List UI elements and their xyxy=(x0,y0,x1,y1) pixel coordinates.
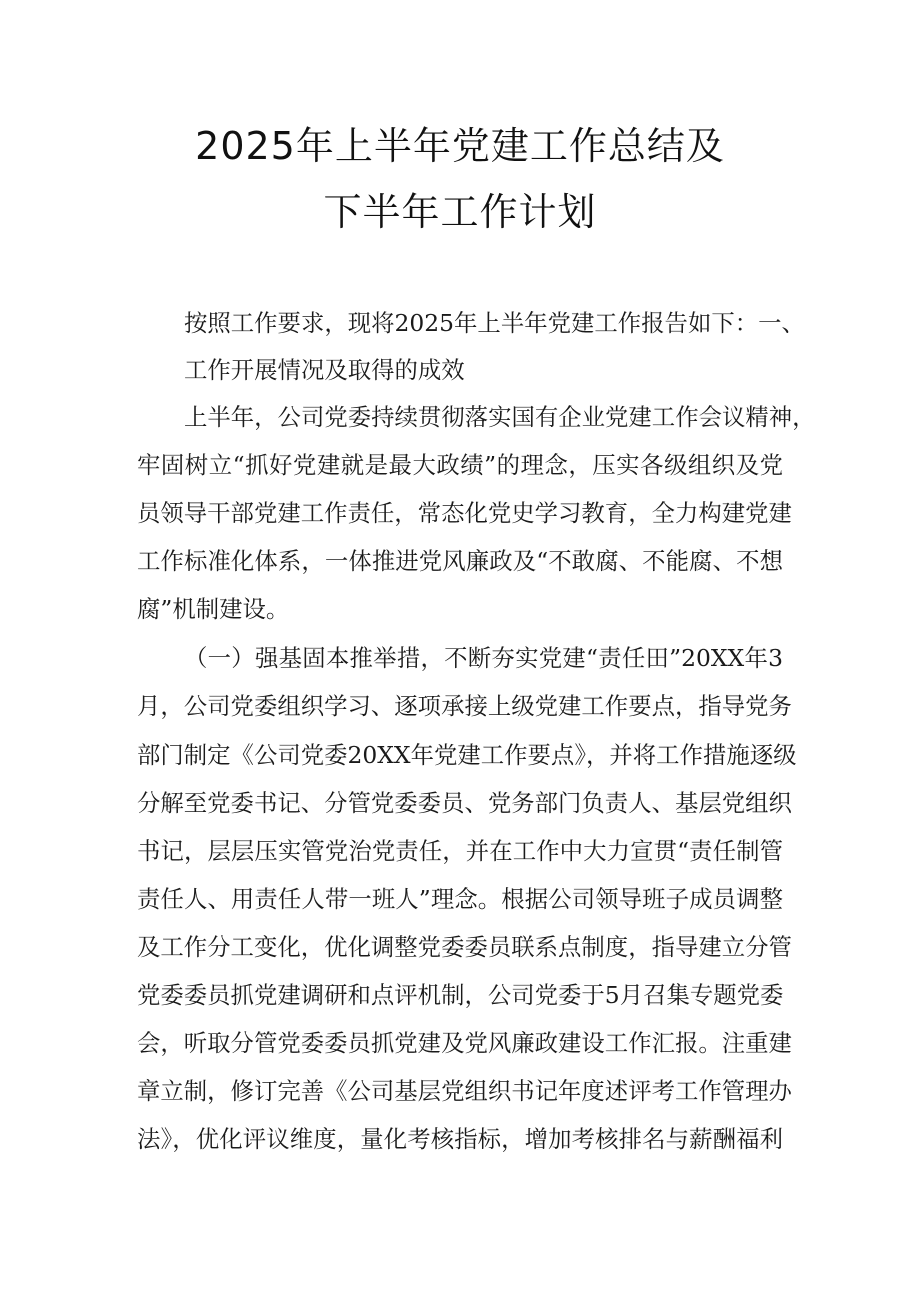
paragraph-line: 及工作分工变化，优化调整党委委员联系点制度，指导建立分管 xyxy=(137,933,792,961)
paragraph-line: 分解至党委书记、分管党委委员、党务部门负责人、基层党组织 xyxy=(137,789,792,817)
paragraph-line: 章立制，修订完善《公司基层党组织书记年度述评考工作管理办 xyxy=(137,1077,792,1105)
paragraph-line: 会，听取分管党委委员抓党建及党风廉政建设工作汇报。注重建 xyxy=(137,1029,792,1057)
paragraph-line: 牢固树立“抓好党建就是最大政绩”的理念，压实各级组织及党 xyxy=(137,451,783,479)
paragraph-line: （一）强基固本推举措，不断夯实党建“责任田”20XX年3 xyxy=(184,644,783,672)
paragraph-line: 月，公司党委组织学习、逐项承接上级党建工作要点，指导党务 xyxy=(137,692,792,720)
paragraph-line: 腐”机制建设。 xyxy=(137,595,290,623)
paragraph-line: 责任人、用责任人带一班人”理念。根据公司领导班子成员调整 xyxy=(137,885,783,913)
paragraph-line: 党委委员抓党建调研和点评机制，公司党委于5月召集专题党委 xyxy=(137,981,784,1009)
paragraph-line: 按照工作要求，现将2025年上半年党建工作报告如下：一、 xyxy=(184,309,805,337)
paragraph-line: 部门制定《公司党委20XX年党建工作要点》，并将工作措施逐级 xyxy=(137,741,797,769)
paragraph-line: 法》，优化评议维度，量化考核指标，增加考核排名与薪酬福利 xyxy=(137,1125,783,1153)
paragraph-line: 工作开展情况及取得的成效 xyxy=(184,356,465,384)
document-title-line-1: 2025年上半年党建工作总结及 xyxy=(195,124,725,168)
paragraph-line: 工作标准化体系，一体推进党风廉政及“不敢腐、不能腐、不想 xyxy=(137,547,783,575)
paragraph-line: 书记，层层压实管党治党责任，并在工作中大力宣贯“责任制管 xyxy=(137,837,783,865)
paragraph-line: 员领导干部党建工作责任，常态化党史学习教育，全力构建党建 xyxy=(137,499,792,527)
document-title-line-2: 下半年工作计划 xyxy=(323,190,597,234)
paragraph-line: 上半年，公司党委持续贯彻落实国有企业党建工作会议精神， xyxy=(184,403,816,431)
